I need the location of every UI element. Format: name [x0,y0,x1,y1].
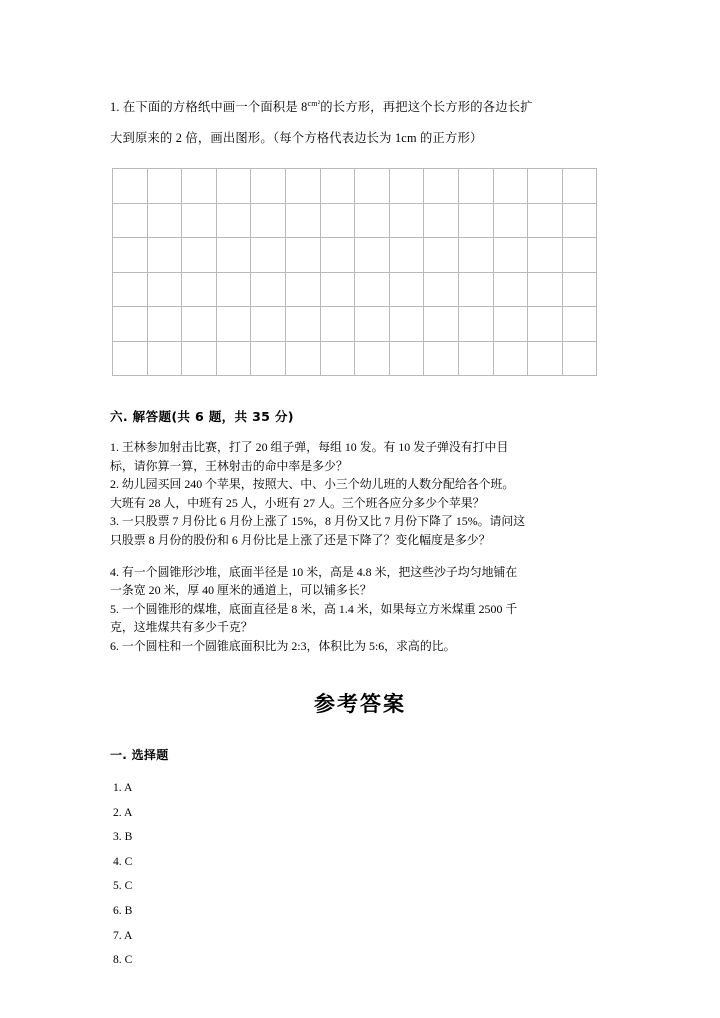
grid-cell[interactable] [562,341,597,376]
answers-title: 参考答案 [314,692,406,716]
grid-cell[interactable] [216,341,251,376]
answer-item: 7. A [113,928,133,942]
grid-cell[interactable] [528,272,563,307]
question-line: 克，这堆煤共有多少千克？ [110,620,253,635]
grid-cell[interactable] [562,169,597,204]
grid-table [112,168,597,376]
grid-cell[interactable] [251,272,286,307]
grid-cell[interactable] [528,307,563,342]
grid-cell[interactable] [562,307,597,342]
question-line: 大班有 28 人，中班有 25 人，小班有 27 人。三个班各应分多少个苹果？ [110,495,485,510]
grid-cell[interactable] [147,272,182,307]
answer-item: 2. A [113,805,133,819]
grid-cell[interactable] [424,238,459,273]
grid-cell[interactable] [389,203,424,238]
grid-cell[interactable] [113,307,148,342]
answer-item: 6. B [113,903,133,917]
grid-cell[interactable] [251,341,286,376]
grid-cell[interactable] [251,238,286,273]
question-1-line1-part-b: 的长方形，再把这个长方形的各边长扩 [320,100,533,115]
grid-cell[interactable] [285,341,320,376]
question-line: 1. 王林参加射击比赛，打了 20 组子弹，每组 10 发。有 10 发子弹没有打中目 [110,440,509,454]
question-line: 4. 有一个圆锥形沙堆，底面半径是 10 米，高是 4.8 米，把这些沙子均匀地铺在 [110,564,518,579]
grid-cell[interactable] [113,272,148,307]
section-six-question-list [110,438,622,656]
grid-cell[interactable] [493,203,528,238]
grid-row [113,272,597,307]
grid-cell[interactable] [320,272,355,307]
grid-cell[interactable] [424,203,459,238]
grid-row [113,341,597,376]
grid-cell[interactable] [216,238,251,273]
grid-cell[interactable] [562,203,597,238]
grid-cell[interactable] [182,272,217,307]
grid-cell[interactable] [424,307,459,342]
grid-row [113,169,597,204]
graph-paper-grid [112,168,597,376]
question-1-text [110,88,620,154]
answers-section-heading: 一. 选择题 [110,748,169,762]
grid-cell[interactable] [493,307,528,342]
grid-cell[interactable] [458,238,493,273]
grid-cell[interactable] [528,203,563,238]
grid-cell[interactable] [147,238,182,273]
grid-cell[interactable] [458,307,493,342]
grid-cell[interactable] [251,203,286,238]
grid-row [113,203,597,238]
question-1-line1-part-a: 1. 在下面的方格纸中画一个面积是 8 [110,100,308,115]
grid-cell[interactable] [182,238,217,273]
grid-row [113,238,597,273]
grid-cell[interactable] [528,341,563,376]
grid-cell[interactable] [493,238,528,273]
grid-cell[interactable] [493,341,528,376]
question-line: 5. 一个圆锥形的煤堆，底面直径是 8 米，高 1.4 米，如果每立方米煤重 2500 千 [110,601,518,616]
grid-cell[interactable] [424,169,459,204]
answer-item: 3. B [113,830,133,844]
grid-cell[interactable] [320,169,355,204]
grid-cell[interactable] [147,341,182,376]
grid-cell[interactable] [424,272,459,307]
grid-row [113,307,597,342]
grid-cell[interactable] [389,169,424,204]
question-line: 一条宽 20 米，厚 40 厘米的通道上，可以铺多长？ [110,583,372,598]
grid-cell[interactable] [113,203,148,238]
question-line: 2. 幼儿园买回 240 个苹果，按照大、中、小三个幼儿班的人数分配给各个班。 [110,477,515,492]
question-line: 6. 一个圆柱和一个圆锥底面积比为 2:3，体积比为 5:6，求高的比。 [110,638,456,653]
grid-cell[interactable] [320,238,355,273]
grid-cell[interactable] [458,272,493,307]
grid-cell[interactable] [355,169,390,204]
answer-item: 8. C [113,953,133,967]
grid-cell[interactable] [389,272,424,307]
answers-list [113,776,132,973]
grid-cell[interactable] [182,307,217,342]
grid-cell[interactable] [251,169,286,204]
grid-cell[interactable] [285,307,320,342]
question-line: 3. 一只股票 7 月份比 6 月份上涨了 15%，8 月份又比 7 月份下降了 15%。请问这 [110,514,526,529]
grid-cell[interactable] [285,238,320,273]
grid-cell[interactable] [216,307,251,342]
grid-cell[interactable] [320,307,355,342]
grid-cell[interactable] [458,169,493,204]
answer-item: 5. C [113,879,133,893]
grid-cell[interactable] [251,307,286,342]
grid-cell[interactable] [285,203,320,238]
question-line: 标，请你算一算，王林射击的命中率是多少？ [110,458,348,473]
grid-cell[interactable] [493,272,528,307]
grid-cell[interactable] [355,341,390,376]
grid-cell[interactable] [113,238,148,273]
grid-cell[interactable] [355,238,390,273]
grid-cell[interactable] [147,169,182,204]
grid-cell[interactable] [458,203,493,238]
grid-cell[interactable] [113,341,148,376]
grid-cell[interactable] [528,238,563,273]
question-1-line2: 大到原来的 2 倍，画出图形。（每个方格代表边长为 1cm 的正方形） [110,131,483,146]
grid-cell[interactable] [285,169,320,204]
question-1-unit-superscript: cm² [307,99,321,108]
grid-cell[interactable] [493,169,528,204]
grid-cell[interactable] [182,169,217,204]
grid-cell[interactable] [458,341,493,376]
grid-cell[interactable] [389,238,424,273]
grid-cell[interactable] [562,238,597,273]
grid-cell[interactable] [113,169,148,204]
grid-cell[interactable] [320,203,355,238]
grid-cell[interactable] [528,169,563,204]
section-six-heading: 六. 解答题(共 6 题，共 35 分) [110,409,294,424]
grid-cell[interactable] [355,203,390,238]
grid-cell[interactable] [562,272,597,307]
answer-item: 4. C [113,854,133,868]
grid-body [113,169,597,376]
grid-cell[interactable] [216,169,251,204]
grid-cell[interactable] [147,203,182,238]
grid-cell[interactable] [320,341,355,376]
grid-cell[interactable] [424,341,459,376]
grid-cell[interactable] [389,341,424,376]
grid-cell[interactable] [355,272,390,307]
question-line: 只股票 8 月份的股份和 6 月份比是上涨了还是下降了？变化幅度是多少？ [110,532,491,547]
grid-cell[interactable] [182,341,217,376]
grid-cell[interactable] [182,203,217,238]
grid-cell[interactable] [285,272,320,307]
grid-cell[interactable] [355,307,390,342]
grid-cell[interactable] [216,272,251,307]
grid-cell[interactable] [216,203,251,238]
grid-cell[interactable] [389,307,424,342]
answer-item: 1. A [113,781,133,794]
grid-cell[interactable] [147,307,182,342]
